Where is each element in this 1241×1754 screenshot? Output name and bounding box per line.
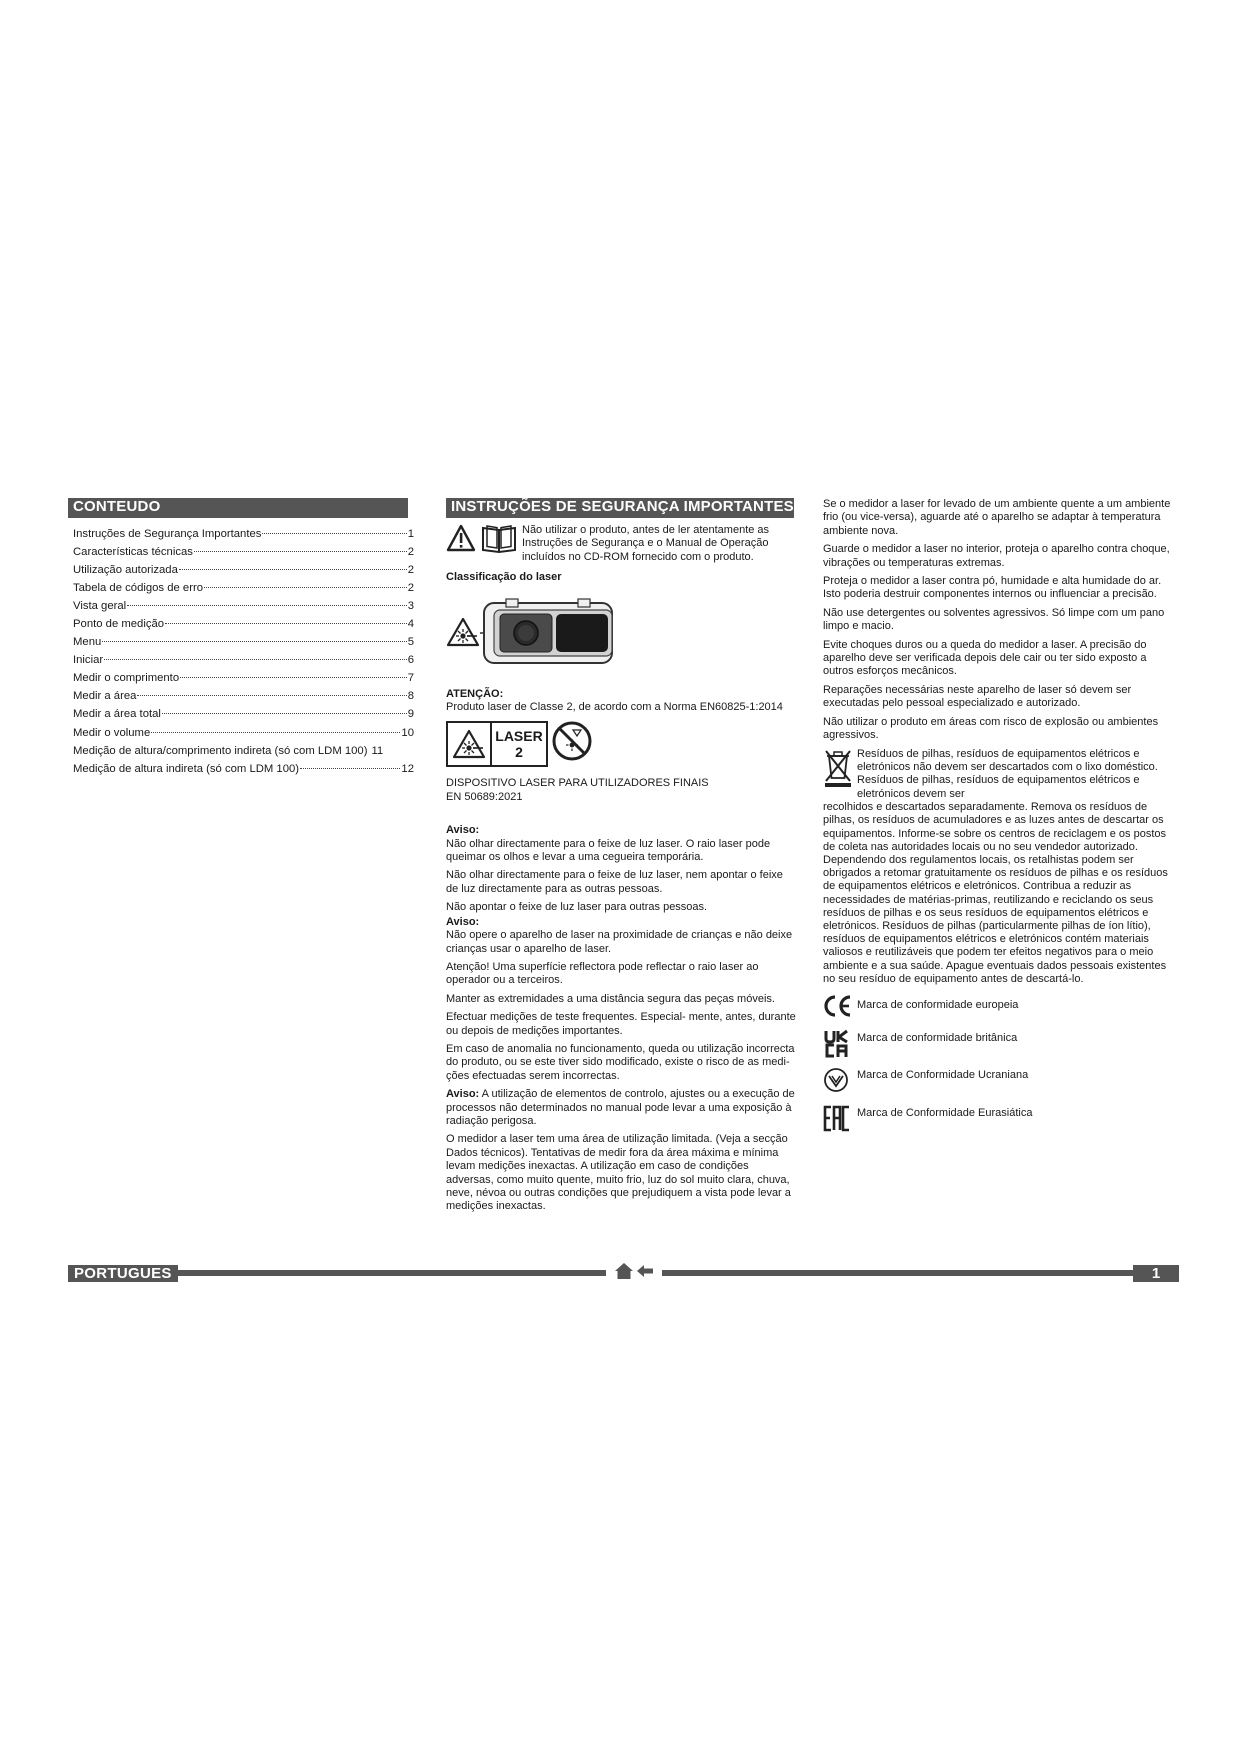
laser-class-label — [446, 720, 797, 767]
storage-paragraph: Guarde o medidor a laser no interior, proteja o aparelho contra choque, vibrações ou temperaturas extremas. — [823, 543, 1170, 569]
toc-item-label: Medir o volume — [73, 726, 151, 739]
ukrainian-mark-icon — [823, 1065, 855, 1095]
toc-leader — [179, 569, 407, 570]
toc-item-page: 3 — [407, 600, 414, 613]
test-measurements-paragraph: Efectuar medições de teste frequentes. Especial- mente, antes, durante ou depois de medições importantes. — [446, 1011, 796, 1037]
toc-item[interactable] — [73, 582, 414, 600]
toc-leader — [262, 533, 406, 534]
toc-item-label: Medir o comprimento — [73, 672, 180, 685]
toc-item-label: Vista geral — [73, 600, 127, 613]
toc-leader — [300, 768, 400, 769]
toc-leader — [162, 713, 407, 714]
manual-book-icon — [480, 524, 518, 559]
toc-item-label: Características técnicas — [73, 546, 193, 559]
aviso3-text: A utilização de elementos de controlo, ajustes ou a execução de processos não determinados no manual pode levar a uma exposição à radiação perigosa. — [446, 1088, 795, 1127]
ukrainian-mark-row — [823, 1065, 1179, 1095]
ukca-mark-icon — [823, 1029, 855, 1059]
laser-word: LASER — [495, 727, 543, 744]
toc-item-label: Medição de altura/comprimento indireta (só com LDM 100) — [73, 744, 368, 757]
aviso-heading-1: Aviso: — [446, 824, 480, 837]
toc-leader — [194, 551, 407, 552]
malfunction-paragraph: Em caso de anomalia no funcionamento, queda ou utilização incorrecta do produto, ou se este tiver sido modificado, existe o risco de as medi- ções efectuadas serem incorrectas. — [446, 1042, 795, 1082]
toc-item-page: 11 — [371, 744, 384, 757]
toc-item-page: 2 — [407, 582, 414, 595]
reflective-surface-paragraph: Atenção! Uma superfície reflectora pode reflectar o raio laser ao operador ou a terceiros. — [446, 960, 759, 987]
toc-leader — [102, 641, 406, 642]
laser-radiation-icon — [448, 723, 490, 765]
laser-aperture-diagram — [480, 597, 620, 672]
safety-column — [446, 498, 797, 1219]
toc-item-page: 1 — [407, 528, 414, 540]
ce-mark-text: Marca de conformidade europeia — [857, 999, 1019, 1012]
toc-item[interactable] — [73, 727, 414, 745]
aviso2-paragraph: Não opere o aparelho de laser na proximidade de crianças e não deixe crianças usar o aparelho de laser. — [446, 929, 793, 955]
home-icon[interactable] — [614, 1262, 634, 1285]
eac-mark-text: Marca de Conformidade Eurasiática — [857, 1107, 1033, 1120]
toc-item-label: Ponto de medição — [73, 618, 165, 631]
toc-leader — [137, 695, 406, 696]
toc-leader — [127, 605, 407, 606]
toc-item-label: Tabela de códigos de erro — [73, 582, 204, 595]
toc-leader — [104, 659, 407, 660]
laser-class-number: 2 — [515, 743, 523, 760]
ukrainian-mark-text: Marca de Conformidade Ucraniana — [857, 1069, 1029, 1082]
weee-block — [823, 748, 1179, 802]
ukca-mark-text: Marca de conformidade britânica — [857, 1032, 1018, 1045]
toc-item-page: 12 — [401, 762, 414, 775]
cleaning-paragraph: Não use detergentes ou solventes agressivos. Só limpe com um pano limpo e macio. — [823, 606, 1165, 633]
toc-item-page: 8 — [407, 690, 414, 703]
attention-heading: ATENÇÃO: — [446, 687, 504, 700]
attention-text: Produto laser de Classe 2, de acordo com a Norma EN60825-1:2014 — [446, 701, 783, 714]
toc-item-label: Medir a área total — [73, 708, 161, 721]
toc-item-label: Medição de altura indireta (só com LDM 100) — [73, 762, 300, 775]
footer-nav[interactable] — [606, 1262, 662, 1284]
dust-paragraph: Proteja o medidor a laser contra pó, humidade e alta humidade do ar. Isto poderia destruir componentes internos ou influenciar a precisão. — [823, 575, 1162, 601]
temperature-paragraph: Se o medidor a laser for levado de um ambiente quente a um ambiente frio (ou vice-versa), aguarde até o aparelho se adaptar à temperatura ambiente nova. — [823, 498, 1171, 537]
toc-item-label: Instruções de Segurança Importantes — [73, 528, 262, 540]
weee-intro-text: Resíduos de pilhas, resíduos de equipamentos elétricos e eletrónicos não devem ser descartados com o lixo doméstico. Resíduos de pilhas, resíduos de equipamentos elétricos e eletrónicos devem ser — [857, 747, 1158, 800]
eac-mark-icon — [823, 1103, 855, 1133]
toc-leader — [151, 732, 400, 733]
laser-class-text — [490, 723, 546, 765]
toc-item[interactable] — [73, 546, 414, 564]
toc-item-page: 7 — [407, 672, 414, 685]
aviso1-paragraph-3: Não apontar o feixe de luz laser para outras pessoas. — [446, 901, 708, 914]
toc-item[interactable] — [73, 564, 414, 582]
device-line-2: EN 50689:2021 — [446, 790, 523, 803]
aviso1-paragraph-1: Não olhar directamente para o feixe de luz laser. O raio laser pode queimar os olhos e levar a uma cegueira temporária. — [446, 837, 771, 864]
laser-device-figure — [446, 597, 797, 672]
toc-item-page: 2 — [407, 564, 414, 577]
toc-column — [68, 498, 418, 781]
device-line-1: DISPOSITIVO LASER PARA UTILIZADORES FINAIS — [446, 777, 709, 790]
toc-item[interactable] — [73, 528, 414, 546]
handling-column — [823, 498, 1179, 1138]
toc-item-label: Iniciar — [73, 654, 104, 667]
toc-leader — [204, 587, 407, 588]
toc-item-page: 5 — [407, 636, 414, 649]
toc-leader — [180, 677, 407, 678]
toc-item-label: Utilização autorizada — [73, 564, 178, 577]
toc-item-page: 6 — [407, 654, 414, 667]
laser-warning-icon — [446, 617, 480, 652]
usage-range-paragraph: O medidor a laser tem uma área de utilização limitada. (Veja a secção Dados técnicos). Tentativas de medir fora da área máxima e mínima levam medições inexactas. A utilização em caso de condições adversas, como muito quente, muito frio, luz do sol muito clara, chuva, neve, névoa ou outras condições que prejudiquem a vista pode levar a medições inexactas. — [446, 1133, 791, 1213]
shock-paragraph: Evite choques duros ou a queda do medidor a laser. A precisão do aparelho deve ser verificada depois dele cair ou ter sido exposto a outros esforços mecânicos. — [823, 638, 1147, 678]
footer-language: PORTUGUES — [68, 1265, 178, 1282]
safety-title: INSTRUÇÕES DE SEGURANÇA IMPORTANTES — [446, 498, 794, 518]
aviso-heading-3: Aviso: — [446, 1088, 480, 1101]
ukca-mark-row — [823, 1029, 1179, 1059]
toc-item-label: Menu — [73, 636, 102, 649]
toc-list — [68, 528, 418, 781]
no-staring-icon — [551, 720, 593, 767]
aviso1-paragraph-2: Não olhar directamente para o feixe de luz laser, nem apontar o feixe de luz directamente para as outras pessoas. — [446, 869, 783, 895]
page-footer — [68, 1265, 1179, 1282]
toc-item[interactable] — [73, 763, 414, 781]
laser-label-box — [446, 721, 548, 767]
toc-item[interactable] — [73, 690, 414, 708]
repair-paragraph: Reparações necessárias neste aparelho de laser só devem ser executadas pelo pessoal especializado e autorizado. — [823, 683, 1132, 710]
toc-item[interactable] — [73, 600, 414, 618]
warning-triangle-icon — [446, 524, 476, 557]
explosion-paragraph: Não utilizar o produto em áreas com risco de explosão ou ambientes agressivos. — [823, 715, 1159, 742]
toc-item[interactable] — [73, 618, 414, 636]
toc-item-page: 4 — [407, 618, 414, 631]
moving-parts-paragraph: Manter as extremidades a uma distância segura das peças móveis. — [446, 992, 775, 1005]
toc-title: CONTEUDO — [68, 498, 408, 518]
back-arrow-icon[interactable] — [636, 1264, 654, 1283]
intro-block — [446, 524, 797, 569]
weee-body-text: recolhidos e descartados separadamente. Remova os resíduos de pilhas, os resíduos de acumuladores e as luzes antes de descartar os equipamentos. Informe-se sobre os centros de reciclagem e os postos de coleta nas autoridades locais ou no seu vendedor autorizado. Dependendo dos regulamentos locais, os retalhistas podem ser obrigados a retomar gratuitamente os resíduos de pilhas e os resíduos de equipamentos elétricos e eletrónicos. Contribua a reduzir as necessidades de matérias-primas, reutilizando e reciclando os seus resíduos de pilhas e os seus resíduos de equipamentos elétricos e eletrónicos. Resíduos de pilhas (particularmente pilhas de íon lítio), resíduos de equipamentos elétricos e eletrónicos contém materiais valiosos e reutilizáveis que podem ter efeitos negativos para o meio ambiente e a sua saúde. Apague eventuais dados pessoais existentes no seu resíduo de equipamento antes de descartá-lo. — [823, 801, 1168, 985]
toc-item[interactable] — [73, 708, 414, 726]
toc-item[interactable] — [73, 672, 414, 690]
intro-text: Não utilizar o produto, antes de ler atentamente as Instruções de Segurança e o Manual de Operação incluídos no CD-ROM fornecido com o produto. — [522, 524, 770, 563]
toc-item-page: 9 — [407, 708, 414, 721]
page-number: 1 — [1133, 1265, 1179, 1282]
aviso-heading-2: Aviso: — [446, 915, 480, 928]
toc-item[interactable] — [73, 745, 414, 763]
toc-item-page: 10 — [401, 726, 414, 739]
toc-item[interactable] — [73, 636, 414, 654]
toc-item-label: Medir a área — [73, 690, 137, 703]
eac-mark-row — [823, 1103, 1179, 1133]
aviso3-paragraph — [446, 1088, 797, 1128]
crossed-bin-icon — [823, 748, 853, 793]
ce-mark-row — [823, 991, 1179, 1021]
laser-classification-heading: Classificação do laser — [446, 571, 562, 584]
toc-leader — [165, 623, 407, 624]
toc-item[interactable] — [73, 654, 414, 672]
ce-mark-icon — [823, 991, 855, 1021]
toc-item-page: 2 — [407, 546, 414, 559]
